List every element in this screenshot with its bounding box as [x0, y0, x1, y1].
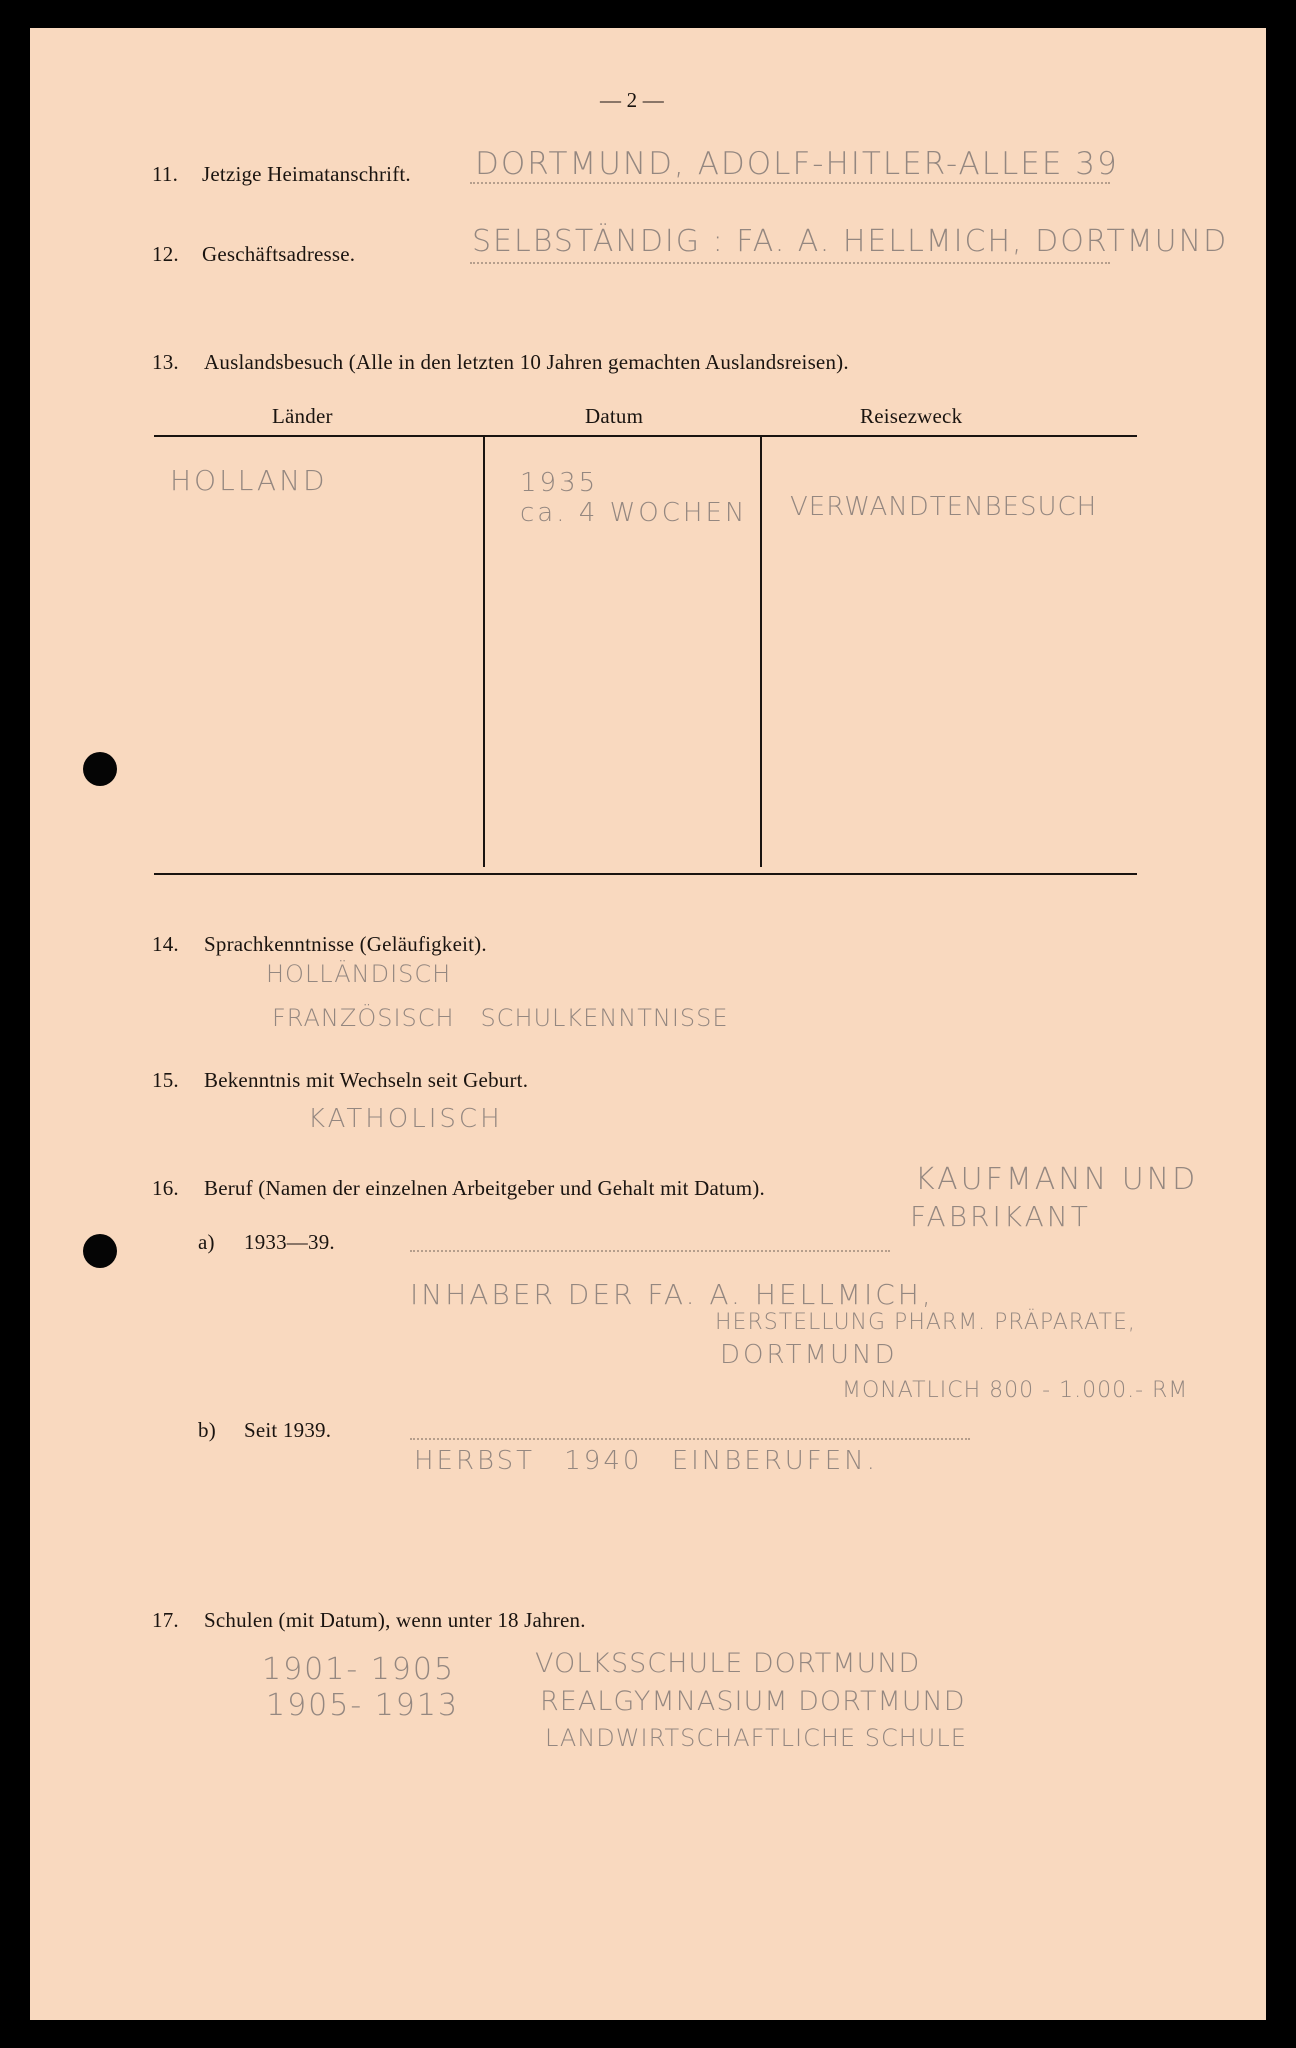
q14-answer-1: HOLLÄNDISCH: [266, 960, 452, 988]
table-header-datum: Datum: [585, 404, 644, 428]
table-top-rule: [154, 435, 1137, 437]
q16-answer-2: FABRIKANT: [910, 1200, 1091, 1233]
q16-answer-1: KAUFMANN UND: [915, 1162, 1199, 1197]
table-divider-2: [760, 437, 762, 867]
q16a-dotted-line: [410, 1248, 890, 1252]
q12-answer: SELBSTÄNDIG : FA. A. HELLMICH, DORTMUND: [472, 224, 1229, 259]
q12-number: 12.: [152, 242, 179, 266]
q17-line-3-school: LANDWIRTSCHAFTLICHE SCHULE: [545, 1724, 967, 1752]
q12-dotted-line: [470, 260, 1110, 264]
q16a-period: 1933—39.: [244, 1230, 335, 1254]
q17-number: 17.: [152, 1608, 179, 1632]
table-cell-land: HOLLAND: [170, 464, 328, 497]
q13-number: 13.: [152, 350, 179, 374]
q16-label: Beruf (Namen der einzelnen Arbeitgeber und Gehalt mit Datum).: [204, 1176, 765, 1200]
q16b-line-1: HERBST 1940 EINBERUFEN.: [414, 1446, 878, 1476]
q17-label: Schulen (mit Datum), wenn unter 18 Jahren.: [204, 1608, 586, 1632]
table-header-reisezweck: Reisezweck: [860, 404, 963, 428]
q15-label: Bekenntnis mit Wechseln seit Geburt.: [204, 1068, 529, 1092]
q17-line-2-school: REALGYMNASIUM DORTMUND: [540, 1686, 966, 1717]
q14-number: 14.: [152, 932, 179, 956]
q16a-line-4: MONATLICH 800 - 1.000.- RM: [842, 1378, 1189, 1403]
q16a-label: a): [198, 1230, 215, 1254]
form-page: [30, 28, 1266, 2020]
q11-number: 11.: [152, 162, 179, 186]
q17-line-2-years: 1905- 1913: [266, 1688, 460, 1723]
q14-label: Sprachkenntnisse (Geläufigkeit).: [204, 932, 487, 956]
q16b-dotted-line: [410, 1436, 970, 1440]
q15-answer: KATHOLISCH: [308, 1104, 503, 1134]
q14-answer-2: FRANZÖSISCH SCHULKENNTNISSE: [272, 1004, 729, 1032]
q13-label: Auslandsbesuch (Alle in den letzten 10 Jahren gemachten Auslandsreisen).: [204, 350, 849, 374]
table-bottom-rule: [154, 873, 1137, 875]
q16b-period: Seit 1939.: [244, 1418, 332, 1442]
page-number: — 2 —: [600, 88, 664, 112]
q12-label: Geschäftsadresse.: [202, 242, 356, 266]
q15-number: 15.: [152, 1068, 179, 1092]
table-header-laender: Länder: [272, 404, 333, 428]
q11-answer: DORTMUND, ADOLF-HITLER-ALLEE 39: [475, 146, 1119, 182]
table-cell-datum-year: 1935: [520, 468, 599, 498]
q16b-label: b): [198, 1418, 216, 1442]
table-divider-1: [483, 437, 485, 867]
table-cell-zweck: VERWANDTENBESUCH: [790, 492, 1098, 522]
q16-number: 16.: [152, 1176, 179, 1200]
punch-hole-lower: [83, 1234, 117, 1268]
q16a-line-1: INHABER DER FA. A. HELLMICH,: [410, 1278, 934, 1311]
q11-label: Jetzige Heimatanschrift.: [202, 162, 411, 186]
table-cell-datum-duration: ca. 4 WOCHEN: [520, 498, 748, 528]
q17-line-1-school: VOLKSSCHULE DORTMUND: [535, 1648, 921, 1679]
q17-line-1-years: 1901- 1905: [262, 1652, 456, 1687]
punch-hole-upper: [83, 752, 117, 786]
q16a-line-2: HERSTELLUNG PHARM. PRÄPARATE,: [715, 1310, 1136, 1335]
q16a-line-3: DORTMUND: [720, 1340, 898, 1370]
